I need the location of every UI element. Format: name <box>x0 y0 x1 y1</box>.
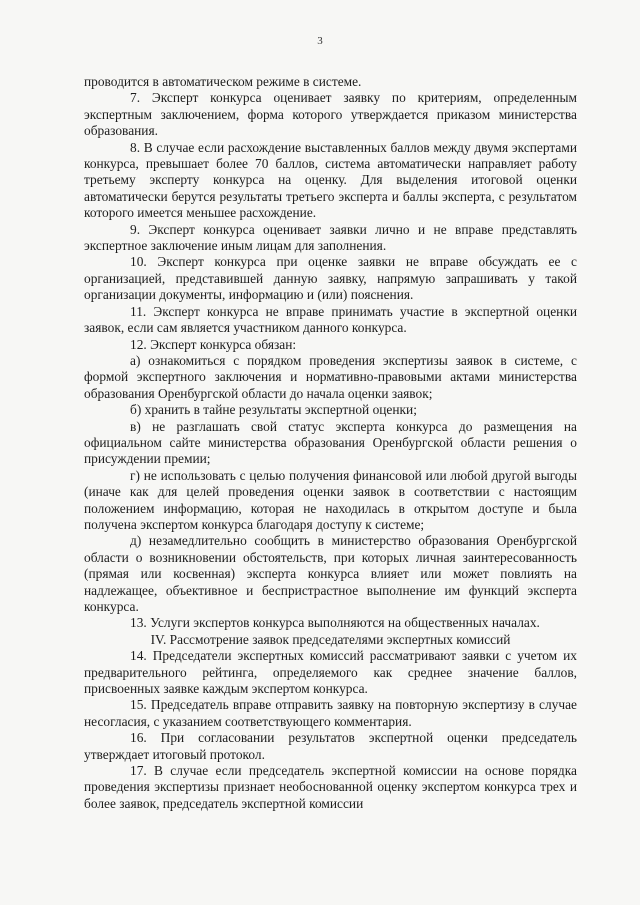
paragraph-12v: в) не разглашать свой статус эксперта конкурса до размещения на официальном сайте министерства образования Оренбургской области решения о присуждении премии; <box>84 418 577 467</box>
paragraph-12b: б) хранить в тайне результаты экспертной оценки; <box>130 402 417 418</box>
paragraph-10: 10. Эксперт конкурса при оценке заявки не вправе обсуждать ее с организацией, представившей данную заявку, напрямую запрашивать у такой организации документы, информацию и (или) пояснения. <box>84 254 577 303</box>
page-number: 3 <box>317 35 323 47</box>
paragraph-7: 7. Эксперт конкурса оценивает заявку по критериям, определенным экспертным заключением, форма которого утверждается приказом министерства образования. <box>84 90 577 139</box>
paragraph-9: 9. Эксперт конкурса оценивает заявки лично и не вправе представлять экспертное заключение иным лицам для заполнения. <box>84 221 577 254</box>
paragraph-17: 17. В случае если председатель экспертной комиссии на основе порядка проведения экспертизы признает необоснованной оценку экспертом конкурса трех и более заявок, председатель экспертной комиссии <box>84 763 577 811</box>
paragraph-16: 16. При согласовании результатов экспертной оценки председатель утверждает итоговый протокол. <box>84 730 577 762</box>
paragraph-15: 15. Председатель вправе отправить заявку на повторную экспертизу в случае несогласия, с указанием соответствующего комментария. <box>84 697 577 729</box>
paragraph-11: 11. Эксперт конкурса не вправе принимать участие в экспертной оценки заявок, если сам является участником данного конкурса. <box>84 303 577 336</box>
paragraph-14: 14. Председатели экспертных комиссий рассматривают заявки с учетом их предварительного рейтинга, определяемого как среднее значение баллов, присвоенных заявке каждым экспертом конкурса. <box>84 648 577 697</box>
paragraph-12: 12. Эксперт конкурса обязан: <box>130 336 297 352</box>
paragraph-13: 13. Услуги экспертов конкурса выполняются на общественных началах. <box>130 615 540 631</box>
paragraph-continuation: проводится в автоматическом режиме в системе. <box>84 74 362 89</box>
paragraph-12g: г) не использовать с целью получения финансовой или любой другой выгоды (иначе как для целей проведения оценки заявок в соответствии с настоящим положением информацию, которая не находилась в открытом доступе и была получена экспертом конкурса благодаря доступу к системе; <box>84 467 577 532</box>
paragraph-12a: а) ознакомиться с порядком проведения экспертизы заявок в системе, с формой экспертного заключения и нормативно-правовыми актами министерства образования Оренбургской области до начала оценки заявок; <box>84 352 577 401</box>
document-body <box>84 74 577 812</box>
paragraph-8: 8. В случае если расхождение выставленных баллов между двумя экспертами конкурса, превышает более 70 баллов, система автоматически направляет работу третьему эксперту конкурса на оценку. Для выделения итоговой оценки автоматически берутся результаты третьего эксперта и баллы эксперта, с результатом которого имеется меньшее расхождение. <box>84 139 577 221</box>
paragraph-12d: д) незамедлительно сообщить в министерство образования Оренбургской области о возникновении обстоятельств, при которых личная заинтересованность (прямая или косвенная) эксперта конкурса влияет или может повлиять на надлежащее, объективное и беспристрастное выполнение им функций эксперта конкурса. <box>84 533 577 614</box>
section-heading: IV. Рассмотрение заявок председателями экспертных комиссий <box>150 631 511 647</box>
